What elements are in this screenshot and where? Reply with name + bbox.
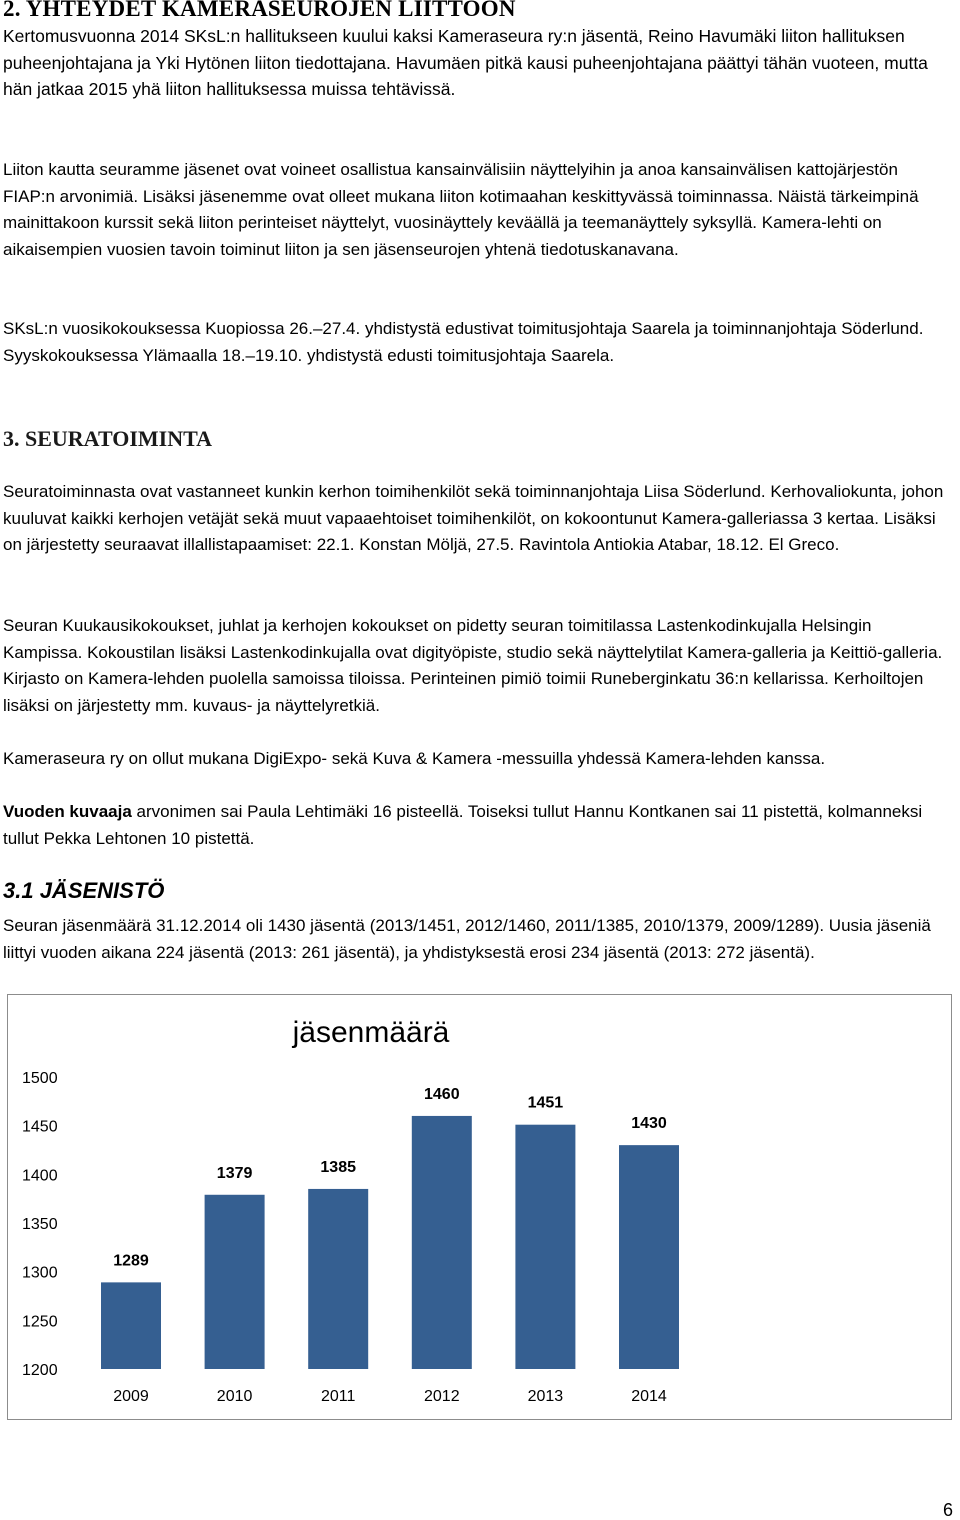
- x-tick-label: 2010: [216, 1388, 253, 1405]
- y-tick-label: 1450: [22, 1118, 58, 1136]
- data-label: 1430: [631, 1115, 667, 1133]
- x-tick-label: 2012: [424, 1388, 460, 1405]
- data-label: 1379: [216, 1164, 253, 1182]
- vuoden-kuvaaja-text: arvonimen sai Paula Lehtimäki 16 pisteellä. Toiseksi tullut Hannu Kontkanen sai 11 pistettä, kolmanneksi tullut Pekka Lehtonen 10 pistettä.: [3, 802, 923, 848]
- section-3-1-paragraph: Seuran jäsenmäärä 31.12.2014 oli 1430 jäsentä (2013/1451, 2012/1460, 2011/1385, 2010/1379, 2009/1289). Uusia jäseniä liittyi vuoden aikana 224 jäsentä (2013: 261 jäsentä), ja yhdistyksestä erosi 234 jäsentä (2013: 272 jäsentä).: [3, 916, 931, 962]
- bar: [308, 1189, 368, 1369]
- membership-bar-chart: [8, 995, 953, 1421]
- page-number: 6: [943, 1500, 954, 1520]
- section-2-paragraph-2: Liiton kautta seuramme jäsenet ovat voineet osallistua kansainvälisiin näyttelyihin ja anoa kansainvälisen kattojärjestön FIAP:n arvonimiä. Lisäksi jäsenemme ovat olleet mukana liiton kotimaahan keskittyvässä toiminnassa. Näistä tärkeimpinä mainittakoon kurssit sekä liiton perinteiset näyttelyt, vuosinäyttely keväällä ja teemanäyttely syksyllä. Kamera-lehti on aikaisempien vuosien tavoin toiminut liiton ja sen jäsenseurojen yhtenä tiedotuskanavana.: [3, 160, 919, 259]
- y-tick-label: 1200: [22, 1362, 58, 1379]
- y-tick-label: 1400: [22, 1167, 58, 1185]
- bar: [515, 1125, 575, 1369]
- y-tick-label: 1300: [22, 1264, 58, 1282]
- membership-chart: [7, 994, 952, 1420]
- section-2-paragraph-1: Kertomusvuonna 2014 SKsL:n hallitukseen kuului kaksi Kameraseura ry:n jäsentä, Reino Havumäki liiton hallituksen puheenjohtajana ja Yki Hytönen liiton tiedottajana. Havumäen pitkä kausi puheenjohtajana päättyi tähän vuoteen, mutta hän jatkaa 2015 yhä liiton hallituksessa muissa tehtävissä.: [3, 26, 928, 99]
- section-3-paragraph-3: Kameraseura ry on ollut mukana DigiExpo- sekä Kuva & Kamera -messuilla yhdessä Kamera-lehden kanssa.: [3, 749, 826, 768]
- x-tick-label: 2014: [631, 1388, 667, 1405]
- section-2-paragraph-3: SKsL:n vuosikokouksessa Kuopiossa 26.–27.4. yhdistystä edustivat toimitusjohtaja Saarela ja toiminnanjohtaja Söderlund. Syyskokouksessa Ylämaalla 18.–19.10. yhdistystä edusti toimitusjohtaja Saarela.: [3, 319, 924, 365]
- section-3-1-heading: 3.1 JÄSENISTÖ: [3, 878, 165, 903]
- data-label: 1289: [113, 1252, 149, 1270]
- section-2-heading: 2. YHTEYDET KAMERASEUROJEN LIITTOON: [3, 0, 516, 21]
- bar: [619, 1145, 679, 1369]
- section-3-heading: 3. SEURATOIMINTA: [3, 426, 213, 451]
- x-tick-label: 2009: [113, 1388, 149, 1405]
- y-tick-label: 1250: [22, 1313, 58, 1331]
- section-3-paragraph-4: [3, 799, 953, 852]
- y-tick-label: 1500: [22, 1070, 58, 1087]
- bar: [412, 1116, 472, 1369]
- section-3-paragraph-2: Seuran Kuukausikokoukset, juhlat ja kerhojen kokoukset on pidetty seuran toimitilassa Lastenkodinkujalla Helsingin Kampissa. Kokoustilan lisäksi Lastenkodinkujalla ovat digityöpiste, studio sekä näyttelytilat Kamera-galleria ja Keittiö-galleria. Kirjasto on Kamera-lehden puolella samoissa tiloissa. Perinteinen pimiö toimii Runeberginkatu 36:n kellarissa. Kerhoiltojen lisäksi on järjestetty mm. kuvaus- ja näyttelyretkiä.: [3, 616, 943, 715]
- y-tick-label: 1350: [22, 1216, 58, 1233]
- x-tick-label: 2011: [320, 1388, 356, 1405]
- vuoden-kuvaaja-label: Vuoden kuvaaja: [3, 802, 132, 821]
- x-tick-label: 2013: [527, 1388, 564, 1405]
- bar: [205, 1195, 265, 1369]
- bar: [101, 1282, 161, 1369]
- data-label: 1460: [424, 1085, 460, 1103]
- section-3-paragraph-1: Seuratoiminnasta ovat vastanneet kunkin kerhon toimihenkilöt sekä toiminnanjohtaja Liisa Söderlund. Kerhovaliokunta, johon kuuluvat kaikki kerhojen vetäjät sekä muut vapaaehtoiset toimihenkilöt, on kokoontunut Kamera-galleriassa 3 kertaa. Lisäksi on järjestetty seuraavat illallistapaamiset: 22.1. Konstan Möljä, 27.5. Ravintola Antiokia Atabar, 18.12. El Greco.: [3, 482, 944, 554]
- data-label: 1451: [527, 1094, 564, 1112]
- chart-title: jäsenmäärä: [292, 1016, 450, 1049]
- data-label: 1385: [320, 1158, 356, 1176]
